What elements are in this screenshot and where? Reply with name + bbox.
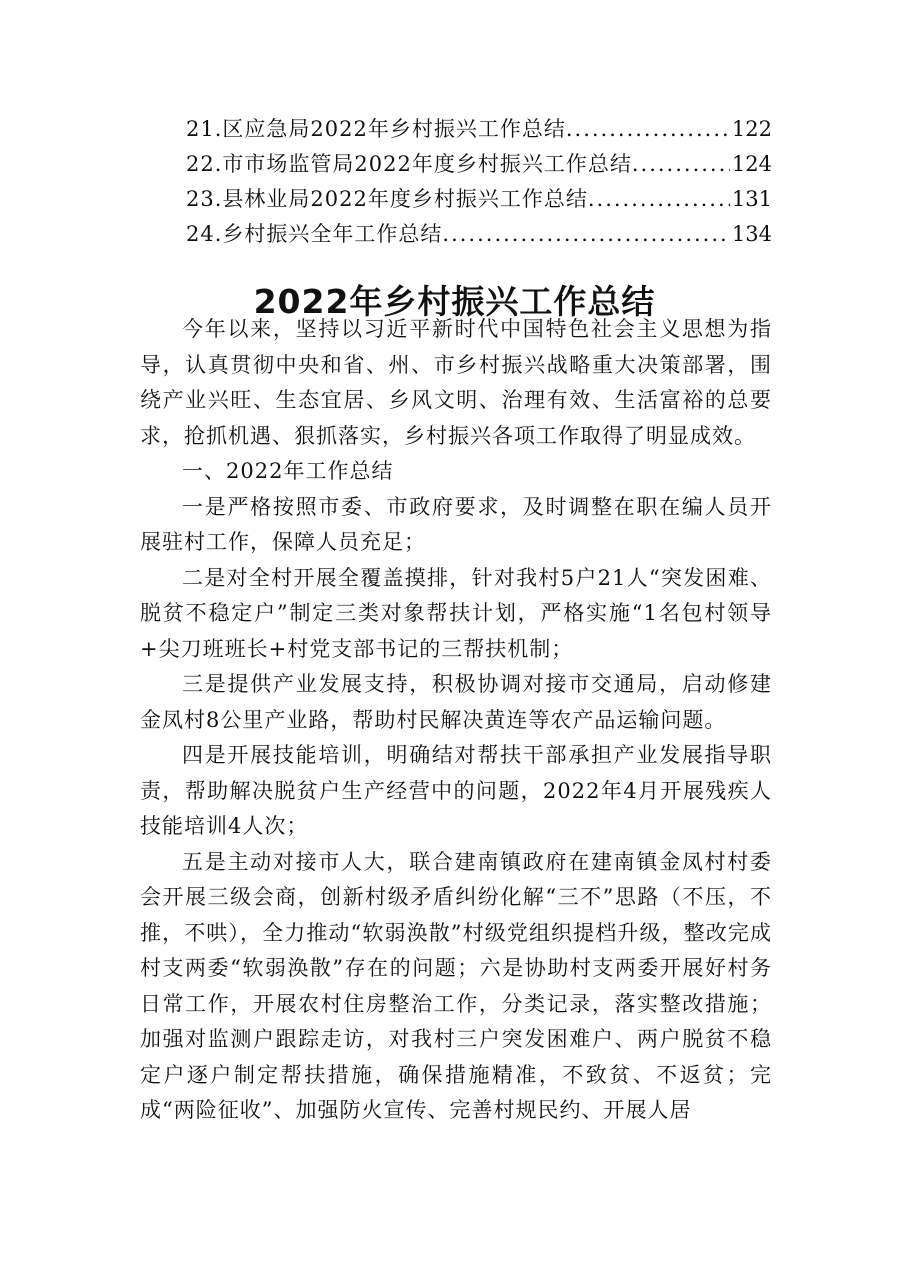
toc-entry[interactable] [186,217,772,252]
toc-entry-page: 124 [731,152,772,176]
body-paragraph: 二是对全村开展全覆盖摸排，针对我村5户21人“突发困难、脱贫不稳定户”制定三类对象帮扶计划，严格实施“1名包村领导+尖刀班班长+村党支部书记的三帮扶机制； [140,565,772,661]
toc-entry[interactable] [186,182,772,217]
toc-leader-dots [566,112,730,147]
body-paragraph: 四是开展技能培训，明确结对帮扶干部承担产业发展指导职责，帮助解决脱贫户生产经营中的问题，2022年4月开展残疾人技能培训4人次； [140,743,772,838]
toc-entry-title: 23.县林业局2022年度乡村振兴工作总结 [186,187,588,211]
toc-entry[interactable] [186,147,772,182]
toc-entry-title: 22.市市场监管局2022年度乡村振兴工作总结 [186,152,632,176]
toc-entry-title: 24.乡村振兴全年工作总结 [186,222,443,246]
table-of-contents [186,112,772,252]
toc-entry-page: 122 [731,117,772,141]
toc-leader-dots [588,182,730,217]
toc-leader-dots [442,217,730,252]
toc-entry-page: 134 [731,222,772,246]
document-body [140,312,772,1129]
body-paragraph: 五是主动对接市人大，联合建南镇政府在建南镇金凤村村委会开展三级会商，创新村级矛盾纠纷化解“三不”思路（不压，不推，不哄），全力推动“软弱涣散”村级党组织提档升级，整改完成村支两委“软弱涣散”存在的问题；六是协助村支两委开展好村务日常工作，开展农村住房整治工作，分类记录，落实整改措施；加强对监测户跟踪走访，对我村三户突发困难户、两户脱贫不稳定户逐户制定帮扶措施，确保措施精准，不致贫、不返贫；完成“两险征收”、加强防火宣传、完善村规民约、开展人居 [140,849,772,1122]
section-heading: 一、2022年工作总结 [182,459,394,483]
document-title: 2022年乡村振兴工作总结 [253,282,656,322]
body-paragraph: 三是提供产业发展支持，积极协调对接市交通局，启动修建金凤村8公里产业路，帮助村民解决黄连等农产品运输问题。 [140,672,772,732]
toc-leader-dots [632,147,730,182]
toc-entry[interactable] [186,112,772,147]
intro-paragraph: 今年以来，坚持以习近平新时代中国特色社会主义思想为指导，认真贯彻中央和省、州、市乡村振兴战略重大决策部署，围绕产业兴旺、生态宜居、乡风文明、治理有效、生活富裕的总要求，抢抓机遇、狠抓落实，乡村振兴各项工作取得了明显成效。 [140,317,772,448]
body-paragraph: 一是严格按照市委、市政府要求，及时调整在职在编人员开展驻村工作，保障人员充足； [140,494,772,554]
toc-entry-page: 131 [731,187,772,211]
toc-entry-title: 21.区应急局2022年乡村振兴工作总结 [186,117,566,141]
